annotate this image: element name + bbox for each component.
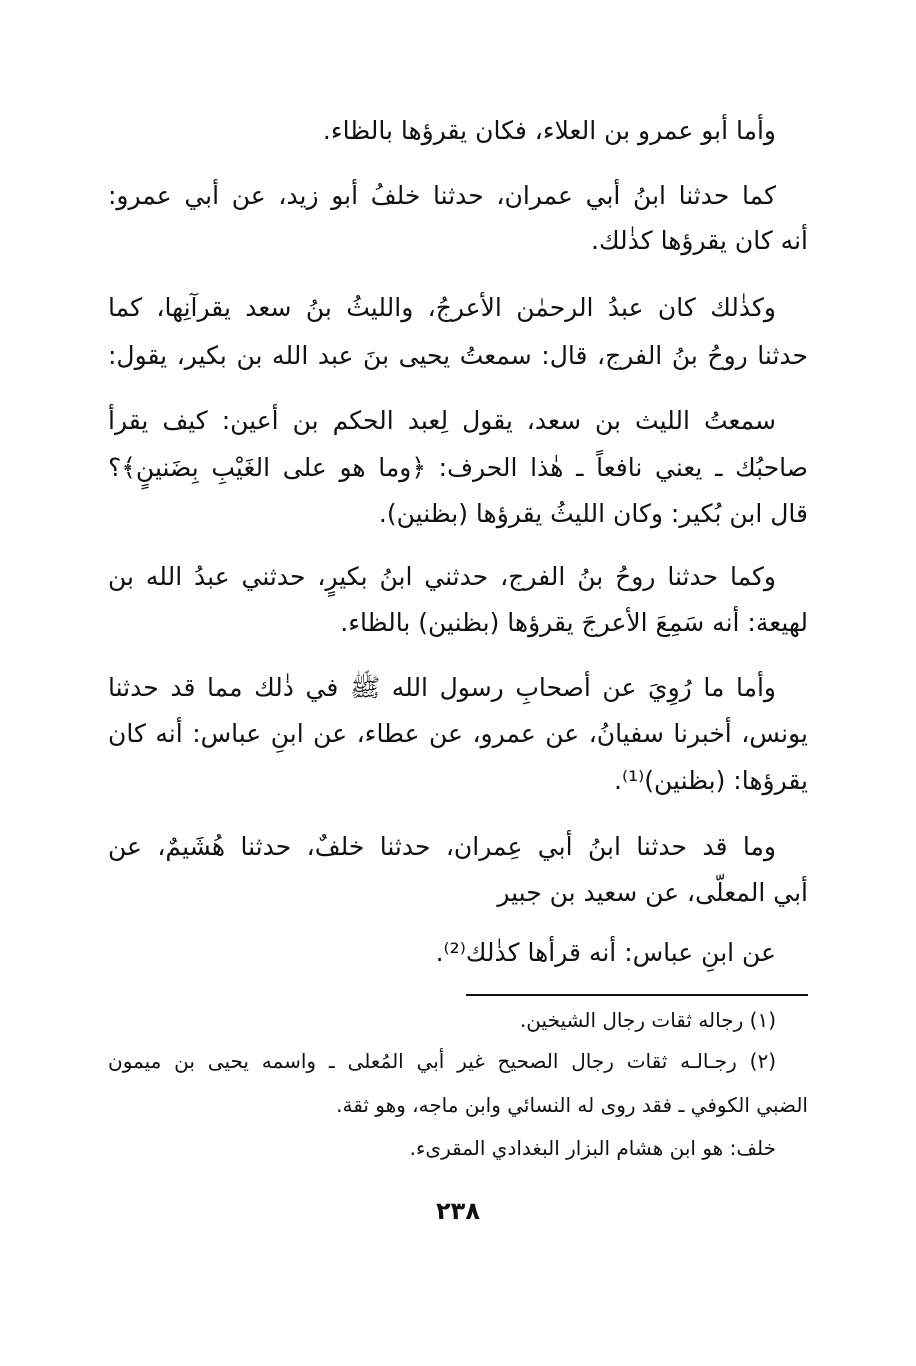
body-line-9: وكما حدثنا روحُ بنُ الفرج، حدثني ابنُ بكيرٍ، حدثني عبدُ الله بن [108,562,776,591]
footnote-1: (١) رجاله ثقات رجال الشيخين. [519,1008,776,1032]
body-line-11: وأما ما رُوِيَ عن أصحابِ رسول الله ﷺ في ذٰلك مما قد حدثنا [108,673,776,702]
footnote-2-line-2: الضبي الكوفي ـ فقد روى له النسائي وابن ماجه، وهو ثقة. [336,1093,808,1117]
page-number: ٢٣٨ [436,1197,480,1225]
body-line-8: قال ابن بُكير: وكان الليثُ يقرؤها (بظنين). [378,499,808,528]
footnote-2-line-1: (٢) رجـالـه ثقات رجال الصحيح غير أبي المُعلى ـ واسمه يحيى بن ميمون [108,1049,776,1073]
footnote-2-line-3: خلف: هو ابن هشام البزار البغدادي المقرىء. [409,1136,776,1160]
body-line-6: سمعتُ الليث بن سعد، يقول لِعبد الحكم بن أعين: كيف يقرأ [108,406,776,435]
body-line-4: وكذٰلك كان عبدُ الرحمٰن الأعرجُ، والليثُ بنُ سعد يقرآنِها، كما [108,293,776,322]
footnote-separator [466,994,808,996]
body-line-12: يونس، أخبرنا سفيانُ، عن عمرو، عن عطاء، عن ابنِ عباس: أنه كان [108,719,808,748]
body-line-14: وما قد حدثنا ابنُ أبي عِمران، حدثنا خلفٌ، حدثنا هُشَيمٌ، عن [108,832,776,861]
body-line-13: يقرؤها: (بظنين)⁽¹⁾. [614,766,808,795]
body-line-15: أبي المعلّى، عن سعيد بن جبير [497,878,808,907]
body-line-1: وأما أبو عمرو بن العلاء، فكان يقرؤها بالظاء. [322,116,776,145]
body-line-7: صاحبُك ـ يعني نافعاً ـ هٰذا الحرف: ﴿وما هو على الغَيْبِ بِضَنينٍ﴾؟ [108,453,808,482]
body-line-2: كما حدثنا ابنُ أبي عمران، حدثنا خلفُ أبو زيد، عن أبي عمرو: [108,181,776,210]
body-line-16: عن ابنِ عباس: أنه قرأها كذٰلك⁽²⁾. [435,938,776,967]
body-line-10: لهيعة: أنه سَمِعَ الأعرجَ يقرؤها (بظنين) بالظاء. [340,608,808,637]
body-line-5: حدثنا روحُ بنُ الفرج، قال: سمعتُ يحيى بنَ عبد الله بن بكير، يقول: [108,341,808,370]
body-line-3: أنه كان يقرؤها كذٰلك. [591,226,808,255]
